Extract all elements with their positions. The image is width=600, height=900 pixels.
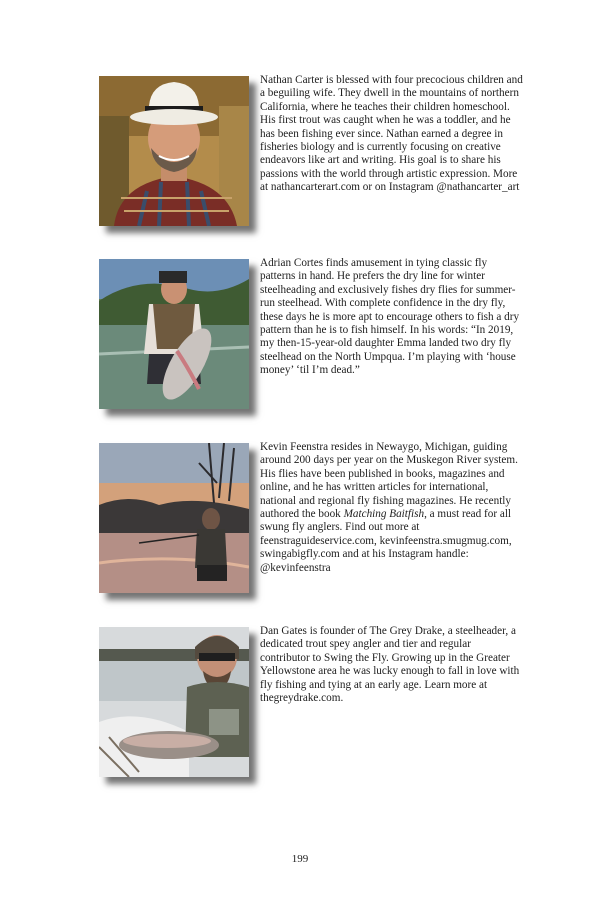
bio-text: Nathan Carter is blessed with four precocious children and a beguiling wife. They dwell in the mountains of northern California, where he teaches their children homeschool. His first trout was caught when he was a toddler, and he has been fishing ever since. Nathan earned a degree in fisheries biology and is currently focusing on creative endeavors like art and writing. His goal is to share his passions with the world through artistic expression. More at nathancarterart.com or on Instagram @nathancarter_art bbox=[260, 74, 523, 194]
bio-text: Adrian Cortes finds amusement in tying classic fly patterns in hand. He prefers the dry line for winter steelheading and exclusively fishes dry flies for summer-run steelhead. With complete confidence in the dry fly, these days he is more apt to encourage others to fish a dry pattern than he is to fish himself. In his words: “In 2019, my then-15-year-old daughter Emma landed two dry fly steelhead on the North Umpqua. I’m playing with ‘house money’ ‘til I’m dead.” bbox=[260, 257, 520, 377]
bio-text: Kevin Feenstra resides in Newaygo, Michigan, guiding around 200 days per year on the Muskegon River system. His flies have been published in books, magazines and online, and he has written articles for international, national and regional fly fishing magazines. He recently authored the book Matching Baitfish, a must read for all swung fly anglers. Find out more at feenstraguideservice.com, kevinfeenstra.smugmug.com, swingabigfly.com and at his Instagram handle: @kevinfeenstra bbox=[260, 441, 518, 574]
portrait-photo-icon bbox=[99, 76, 249, 226]
author-photo bbox=[99, 443, 249, 593]
author-photo bbox=[99, 76, 249, 226]
winter-angler-photo-icon bbox=[99, 627, 249, 777]
bio-text: Dan Gates is founder of The Grey Drake, a steelheader, a dedicated trout spey angler and tier and regular contributor to Swing the Fly. Growing up in the Greater Yellowstone area he was lucky enough to fall in love with fly fishing and tying at an early age. Learn more at thegreydrake.com. bbox=[260, 625, 520, 705]
angler-with-fish-photo-icon bbox=[99, 259, 249, 409]
river-sunset-photo-icon bbox=[99, 443, 249, 593]
author-photo bbox=[99, 627, 249, 777]
book-title: Matching Baitfish bbox=[343, 508, 425, 521]
author-photo bbox=[99, 259, 249, 409]
page-number: 199 bbox=[291, 853, 309, 865]
